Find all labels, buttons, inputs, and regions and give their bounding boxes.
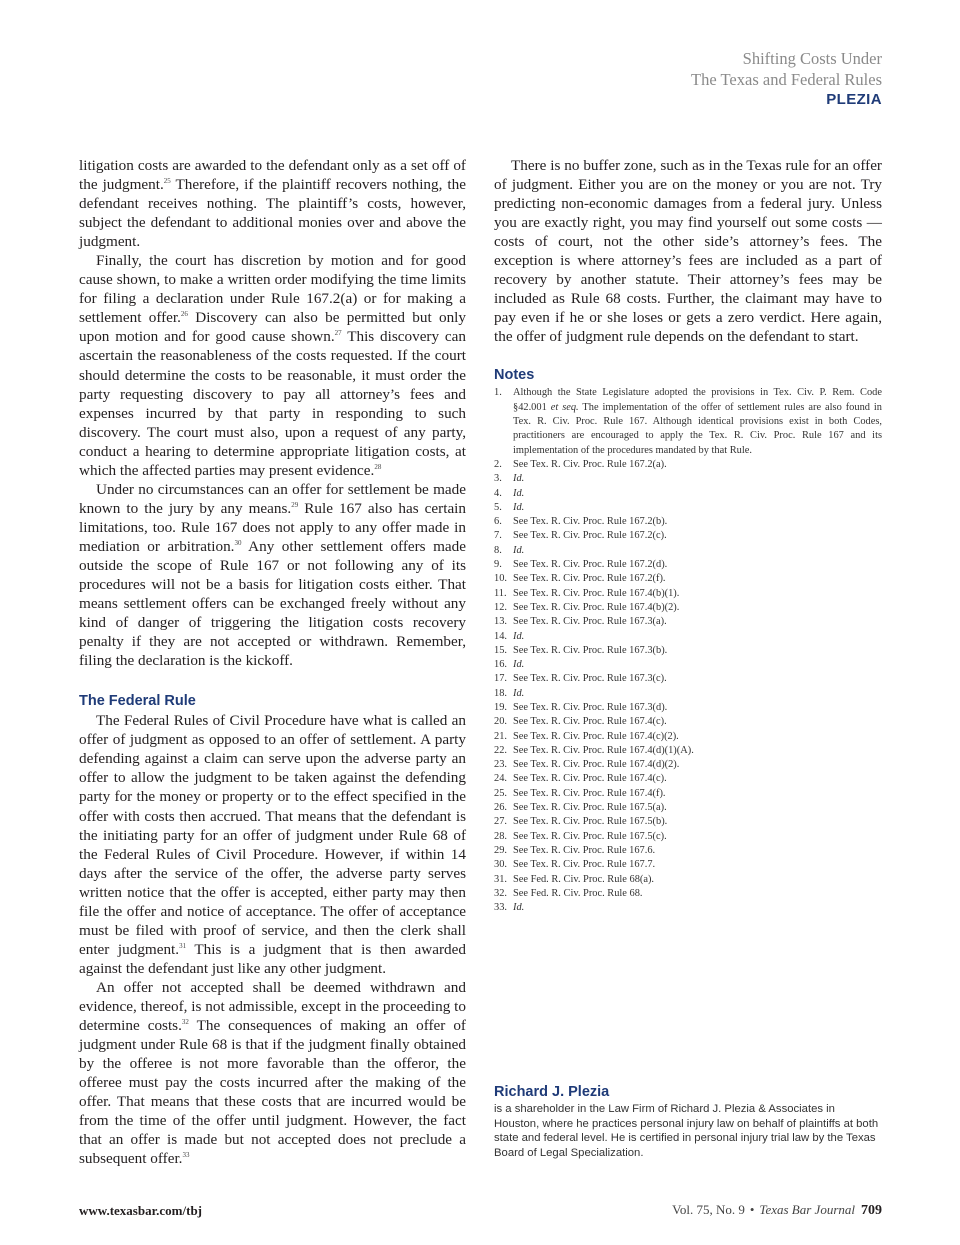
note-item — [494, 644, 882, 658]
author-bio — [494, 1084, 882, 1160]
paragraph — [79, 978, 466, 1168]
note-number: 19. — [494, 702, 507, 713]
note-citation — [513, 530, 667, 541]
italic-text: Id. — [513, 501, 525, 513]
italic-text: Id. — [513, 487, 525, 499]
text-run: See Tex. R. Civ. Proc. Rule 167.4(d)(1)(A). — [513, 744, 694, 756]
running-head-title-line2: The Texas and Federal Rules — [691, 70, 882, 89]
note-number: 17. — [494, 673, 507, 685]
note-item — [494, 687, 882, 701]
note-item — [494, 601, 882, 615]
running-head-author: PLEZIA — [826, 91, 882, 108]
note-item — [494, 615, 882, 629]
note-item — [494, 487, 882, 501]
note-number: 11. — [494, 587, 507, 599]
note-item — [494, 572, 882, 586]
footer-volume: Vol. 75, No. 9 — [672, 1202, 745, 1217]
text-run: litigation costs are awarded to the defendant only as a set off of the judgment. — [79, 157, 466, 194]
note-item — [494, 630, 882, 644]
note-citation — [513, 888, 643, 899]
footer-website: www.texasbar.com/tbj — [79, 1203, 203, 1218]
note-citation — [513, 859, 655, 870]
text-run: Rule 167 also has certain limitations, too. Rule 167 does not apply to any offer made in mediation or arbitration. — [79, 499, 466, 555]
note-item — [494, 529, 882, 543]
note-number: 31. — [494, 873, 507, 885]
note-citation — [513, 616, 667, 627]
paragraph — [79, 711, 466, 978]
note-number: 21. — [494, 730, 507, 742]
note-citation — [513, 773, 667, 784]
note-citation — [513, 745, 694, 756]
text-run: The implementation of the offer of settlement rules are also found in Tex. R. Civ. Proc. Rule 167. Although identical provisions exist in both Codes, practitioners are encouraged to apply the Tex. R. Civ. Proc. Rule 167 and its implementation of the procedures mandated by that Rule. — [513, 401, 883, 456]
note-item — [494, 858, 882, 872]
italic-text: Id. — [513, 544, 525, 556]
note-number: 25. — [494, 787, 507, 799]
text-run: See Tex. R. Civ. Proc. Rule 167.4(b)(2). — [513, 601, 680, 613]
italic-text: Id. — [513, 902, 525, 914]
note-number: 13. — [494, 616, 507, 628]
italic-text: Id. — [513, 687, 525, 699]
note-citation — [513, 545, 524, 556]
paragraph: There is no buffer zone, such as in the Texas rule for an offer of judgment. Either you are on the money or you are not. Try predicting non-economic damages from a federal jury. Unless you are exactly right, you may find yourself out some costs — costs of court, not the other side’s attorney’s fees. The exception is where attorney’s fees are included as a part of recovery by another statute. Their attorney’s fees may be included as Rule 68 costs. Further, the claimant may have to pay even if he or she loses or gets a zero verdict. Here again, the offer of judgment rule depends on the defendant to start. — [494, 157, 882, 346]
page-number: 709 — [861, 1203, 882, 1218]
note-number: 2. — [494, 458, 502, 470]
note-item — [494, 901, 882, 915]
note-number: 7. — [494, 530, 502, 542]
note-citation — [513, 631, 524, 642]
note-citation — [513, 387, 882, 455]
note-number: 29. — [494, 844, 507, 856]
text-run: See Fed. R. Civ. Proc. Rule 68. — [513, 887, 643, 899]
text-run: See Tex. R. Civ. Proc. Rule 167.3(d). — [513, 702, 668, 713]
text-run: See Tex. R. Civ. Proc. Rule 167.3(a). — [513, 616, 667, 628]
note-citation — [513, 759, 679, 770]
note-item — [494, 787, 882, 801]
note-citation — [513, 502, 524, 513]
text-run: See Tex. R. Civ. Proc. Rule 167.2(b). — [513, 516, 668, 528]
note-item — [494, 744, 882, 758]
note-number: 10. — [494, 573, 507, 585]
text-run: See Tex. R. Civ. Proc. Rule 167.3(b). — [513, 644, 668, 656]
text-run: Under no circumstances can an offer for settlement be made known to the jury by any means. — [79, 480, 466, 517]
text-run: See Tex. R. Civ. Proc. Rule 167.2(a). — [513, 458, 667, 470]
text-run: See Tex. R. Civ. Proc. Rule 167.4(f). — [513, 787, 666, 799]
paragraph — [79, 480, 466, 670]
note-number: 9. — [494, 559, 502, 571]
text-run: Discovery can also be permitted but only upon motion and for good cause shown. — [79, 309, 466, 346]
note-number: 16. — [494, 659, 507, 671]
footer-publication — [672, 1202, 882, 1219]
note-number: 18. — [494, 687, 507, 699]
italic-text: Id. — [513, 473, 525, 485]
note-number: 15. — [494, 644, 507, 656]
note-citation — [513, 602, 679, 613]
note-citation — [513, 874, 654, 885]
note-citation — [513, 559, 667, 570]
footer-journal: Texas Bar Journal — [759, 1202, 855, 1217]
note-number: 28. — [494, 830, 507, 842]
note-citation — [513, 645, 667, 656]
note-citation — [513, 459, 667, 470]
note-number: 30. — [494, 859, 507, 871]
text-run: See Tex. R. Civ. Proc. Rule 167.5(b). — [513, 816, 668, 828]
note-citation — [513, 673, 667, 684]
note-number: 22. — [494, 744, 507, 756]
text-run: Therefore, if the plaintiff recovers nothing, the defendant receives nothing. The plaintiff’s costs, however, subject the defendant to additional monies over and above the judgment. — [79, 176, 466, 251]
text-run: See Tex. R. Civ. Proc. Rule 167.2(c). — [513, 530, 667, 542]
text-run: The consequences of making an offer of judgment under Rule 68 is that if the judgment finally obtained by the offeree is not more favorable than the offeror, the offeree must pay the costs incurred after the making of the offer. That means that these costs that are incurred would be from the time of the offer until judgment. However, the fact that an offer is made but not accepted does not preclude a subsequent offer. — [79, 1017, 466, 1168]
note-item — [494, 772, 882, 786]
note-number: 26. — [494, 802, 507, 814]
right-column — [494, 156, 882, 915]
note-item — [494, 701, 882, 715]
footnote-reference: 25 — [163, 177, 171, 186]
note-number: 3. — [494, 473, 502, 485]
note-number: 8. — [494, 544, 502, 556]
note-citation — [513, 588, 679, 599]
note-item — [494, 544, 882, 558]
note-item — [494, 515, 882, 529]
note-number: 12. — [494, 601, 507, 613]
note-number: 14. — [494, 630, 507, 642]
footnote-reference: 26 — [180, 310, 188, 319]
note-item — [494, 758, 882, 772]
note-item — [494, 844, 882, 858]
note-number: 1. — [494, 387, 502, 399]
text-run: See Tex. R. Civ. Proc. Rule 167.4(c)(2). — [513, 730, 679, 742]
footnote-reference: 29 — [291, 500, 299, 509]
footnote-reference: 28 — [374, 462, 382, 471]
text-run: See Tex. R. Civ. Proc. Rule 167.2(f). — [513, 573, 666, 585]
text-run: See Tex. R. Civ. Proc. Rule 167.4(c). — [513, 773, 667, 785]
text-run: Finally, the court has discretion by motion and for good cause shown, to make a written order modifying the time limits for filing a declaration under Rule 167.2(a) or for making a settlement offer. — [79, 252, 466, 327]
note-item — [494, 830, 882, 844]
note-number: 6. — [494, 516, 502, 528]
note-citation — [513, 816, 667, 827]
text-run: See Fed. R. Civ. Proc. Rule 68(a). — [513, 873, 655, 885]
footnote-reference: 27 — [334, 329, 342, 338]
italic-text: Id. — [513, 630, 525, 642]
note-item — [494, 386, 882, 457]
footnote-reference: 30 — [234, 538, 242, 547]
note-citation — [513, 845, 655, 856]
note-number: 23. — [494, 759, 507, 771]
note-item — [494, 672, 882, 686]
text-run: This discovery can ascertain the reasonableness of the costs requested. If the court should determine the costs to be reasonable, it must order the party requesting discovery to pay all attorney’s fees and expenses incurred by that party in responding to such discovery. The court must also, upon a request of any party, conduct a hearing to determine appropriate litigation costs, at which the affected parties may present evidence. — [79, 328, 466, 479]
note-number: 33. — [494, 902, 507, 914]
notes-list — [494, 386, 882, 915]
text-run: See Tex. R. Civ. Proc. Rule 167.5(a). — [513, 802, 667, 814]
notes-heading: Notes — [494, 367, 535, 384]
text-run: See Tex. R. Civ. Proc. Rule 167.4(c). — [513, 716, 667, 728]
text-run: See Tex. R. Civ. Proc. Rule 167.2(d). — [513, 559, 668, 571]
note-number: 32. — [494, 887, 507, 899]
text-run: See Tex. R. Civ. Proc. Rule 167.5(c). — [513, 830, 667, 842]
note-item — [494, 472, 882, 486]
footnote-reference: 33 — [182, 1151, 190, 1160]
note-item — [494, 587, 882, 601]
text-run: The Federal Rules of Civil Procedure have what is called an offer of judgment as opposed to an offer of settlement. A party defending against a claim can serve upon the adverse party an offer to allow the judgment to be taken against the defending party for the money or property or to the effect specified in the offer with costs then accrued. That means that the defendant is the initiating party for an offer of judgment under Rule 68 of the Federal Rules of Civil Procedure. However, if within 14 days after the service of the offer, the adverse party serves written notice that the offer is accepted, either party may then file the offer and notice of acceptance. The offer of acceptance must be filed with proof of service, and then the clerk shall enter judgment. — [79, 712, 466, 958]
note-item — [494, 887, 882, 901]
text-run: See Tex. R. Civ. Proc. Rule 167.7. — [513, 859, 656, 871]
note-item — [494, 873, 882, 887]
note-number: 4. — [494, 487, 502, 499]
footnote-reference: 32 — [181, 1018, 189, 1027]
text-run: See Tex. R. Civ. Proc. Rule 167.4(d)(2). — [513, 759, 680, 771]
note-citation — [513, 659, 524, 670]
left-column — [79, 156, 466, 1168]
note-item — [494, 715, 882, 729]
note-citation — [513, 516, 667, 527]
note-item — [494, 801, 882, 815]
note-citation — [513, 802, 667, 813]
text-run: See Tex. R. Civ. Proc. Rule 167.4(b)(1). — [513, 587, 680, 599]
footnote-reference: 31 — [179, 941, 187, 950]
note-item — [494, 558, 882, 572]
note-citation — [513, 688, 524, 699]
note-item — [494, 815, 882, 829]
note-item — [494, 658, 882, 672]
italic-text: Id. — [513, 659, 525, 671]
note-citation — [513, 473, 524, 484]
running-head — [691, 48, 882, 110]
text-run: An offer not accepted shall be deemed withdrawn and evidence, thereof, is not admissible, except in the proceeding to determine costs. — [79, 978, 466, 1035]
author-bio-text: is a shareholder in the Law Firm of Richard J. Plezia & Associates in Houston, where he practices personal injury law on behalf of plaintiffs at both state and federal level. He is certified in personal injury trial law by the Texas Board of Legal Specialization. — [494, 1103, 879, 1159]
note-citation — [513, 831, 667, 842]
text-run: Any other settlement offers made outside the scope of Rule 167 or not following any of its procedures will not be a basis for litigation costs either. That means settlement offers can be exchanged freely without any kind of danger of triggering the litigation costs recovery penalty if they are not accepted or withdrawn. Remember, filing the declaration is the kickoff. — [79, 537, 466, 670]
note-citation — [513, 702, 667, 713]
note-citation — [513, 488, 524, 499]
note-number: 20. — [494, 716, 507, 728]
paragraph — [79, 251, 466, 480]
note-citation — [513, 788, 666, 799]
note-item — [494, 730, 882, 744]
text-run: See Tex. R. Civ. Proc. Rule 167.6. — [513, 844, 656, 856]
note-citation — [513, 573, 666, 584]
author-name: Richard J. Plezia — [494, 1084, 610, 1100]
text-run: See Tex. R. Civ. Proc. Rule 167.3(c). — [513, 673, 667, 685]
running-head-title-line1: Shifting Costs Under — [742, 49, 882, 68]
section-heading-federal-rule: The Federal Rule — [79, 693, 196, 710]
note-number: 27. — [494, 816, 507, 828]
note-number: 24. — [494, 773, 507, 785]
note-number: 5. — [494, 501, 502, 513]
note-citation — [513, 716, 667, 727]
paragraph — [79, 156, 466, 251]
note-citation — [513, 902, 524, 913]
text-run: This is a judgment that is then awarded against the defendant just like any other judgment. — [79, 940, 466, 977]
footer-bullet: • — [749, 1202, 755, 1217]
note-item — [494, 501, 882, 515]
note-item — [494, 458, 882, 472]
note-citation — [513, 731, 679, 742]
italic-text: et seq. — [550, 401, 579, 413]
text-run: Although the State Legislature adopted the provisions in Tex. Civ. P. Rem. Code §42.001 — [513, 387, 882, 413]
